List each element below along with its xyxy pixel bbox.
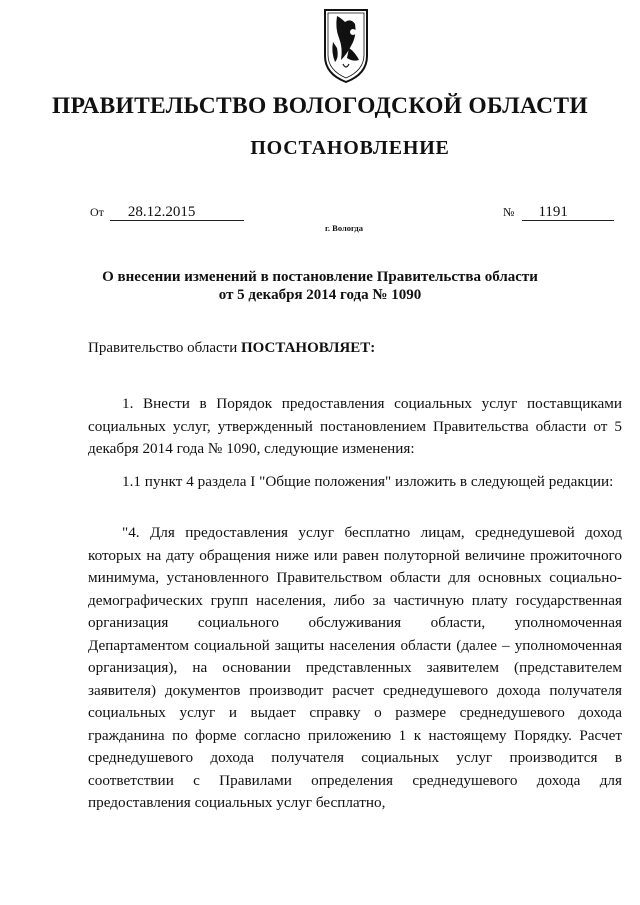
number-value: 1191 <box>522 204 614 221</box>
number-field <box>503 204 614 221</box>
number-label: № <box>503 205 515 219</box>
organization-title: ПРАВИТЕЛЬСТВО ВОЛОГОДСКОЙ ОБЛАСТИ <box>52 93 588 119</box>
city-label: г. Вологда <box>325 223 363 233</box>
decree-statement <box>88 340 375 357</box>
date-field <box>90 204 244 221</box>
paragraph-4-text: "4. Для предоставления услуг бесплатно лицам, среднедушевой доход которых на дату обращения ниже или равен полуторной величине прожиточного минимума, установленного Правительством области для основных социально-демографических групп населения, либо за частичную плату государственная организация социального обслуживания области, уполномоченная Департаментом социальной защиты населения области (далее – уполномоченная организация), на основании представленных заявителем (представителем заявителя) документов производит расчет среднедушевого дохода получателя социальных услуг и выдает справку о размере среднедушевого дохода гражданина по форме согласно приложению 1 к настоящему Порядку. Расчет среднедушевого дохода получателя социальных услуг производится в соответствии с Правилами определения среднедушевого дохода для предоставления социальных услуг бесплатно, <box>88 524 622 811</box>
decree-prefix: Правительство области <box>88 340 238 356</box>
document-type: ПОСТАНОВЛЕНИЕ <box>250 137 450 159</box>
date-label: От <box>90 205 104 219</box>
coat-of-arms-emblem <box>323 8 369 84</box>
decree-word: ПОСТАНОВЛЯЕТ: <box>240 340 376 356</box>
paragraph-1: 1. Внести в Порядок предоставления социальных услуг поставщиками социальных услуг, утвержденный постановлением Правительства области от 5 декабря 2014 года № 1090, следующие изменения: <box>88 395 622 457</box>
subject-line-2: от 5 декабря 2014 года № 1090 <box>218 287 422 303</box>
paragraph-1-1: 1.1 пункт 4 раздела I "Общие положения" изложить в следующей редакции: <box>122 473 614 490</box>
subject-line-1: О внесении изменений в постановление Правительства области <box>102 269 538 285</box>
date-value: 28.12.2015 <box>110 204 244 221</box>
document-subject <box>0 268 640 304</box>
